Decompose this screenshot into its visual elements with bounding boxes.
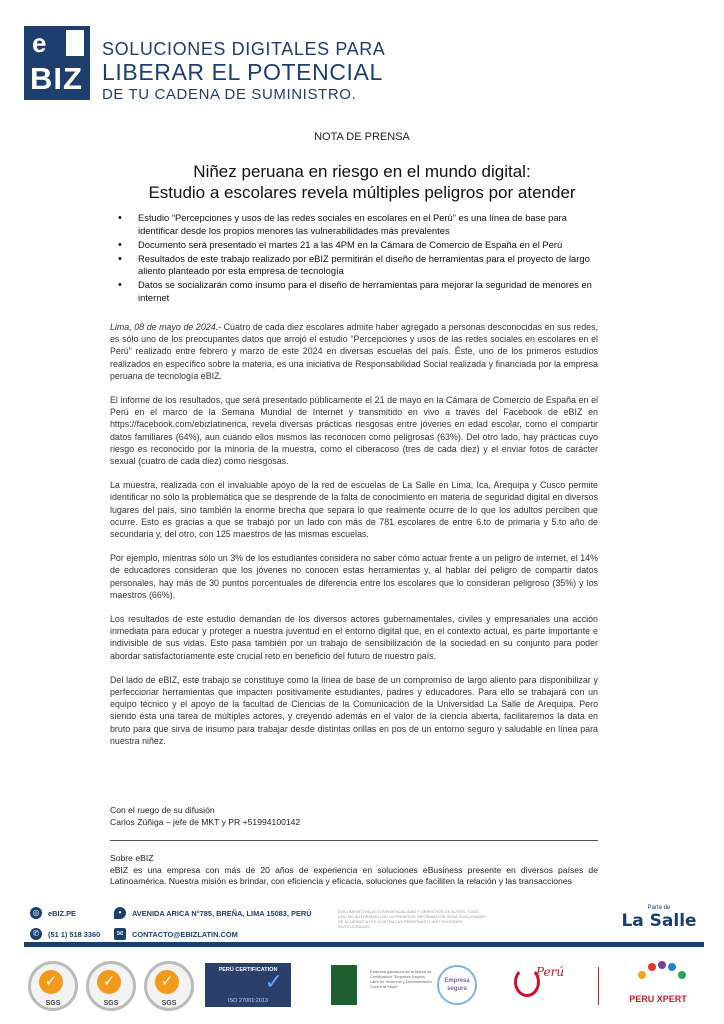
- footer-email[interactable]: ✉ CONTACTO@EBIZLATIN.COM: [114, 928, 238, 940]
- footer: [0, 897, 724, 1024]
- paragraph-5: Los resultados de este estudio demandan de los diversos actores gubernamentales, civiles y empresariales una acción inmediata para educar y proteger a nuestra juventud en el entorno digital que, en el contexto actual, es parte importante e indivisible de sus vidas. Esto pasa también por un trabajo de sensibilización de la sociedad en su conjunto para poder abordar satisfactoriamente este crucial reto en beneficio del futuro de nuestro país.: [110, 614, 598, 661]
- article-body: [110, 321, 598, 759]
- lasalle-logo: Parte de La Salle: [621, 905, 697, 931]
- bullet-item: • Documento será presentado el martes 21 a las 4PM en la Cámara de Comercio de España en el Perú: [110, 239, 606, 252]
- paragraph-2: El informe de los resultados, que será presentado públicamente el 21 de mayo en la Cámara de Comercio de España en el Perú en el marco de la Semana Mundial de Internet y transmitido en vivo a través del Facebook de eBIZ en https://facebook.com/ebizlatinerica, revela diversas prácticas riesgosas entre jóvenes en edad escolar, como el compartir datos familiares (64%), aun cuando ellos mismos las reconocen como peligrosas (63%). Del otro lado, hay prácticas cuyo riesgo es reconocido por la minoría de la muestra, como el ciberacoso (tres de cada diez) y el enviar fotos de carácter sexual (cuatro de cada diez) como riesgosas.: [110, 395, 598, 467]
- mail-icon: ✉: [114, 928, 126, 940]
- peru-certification-badge: PERÚ CERTIFICATION ✓ ISO 27001:2013: [205, 963, 291, 1007]
- sgs-badge: ✓ SGS: [28, 961, 78, 1011]
- tagline-line1: SOLUCIONES DIGITALES PARA: [102, 39, 386, 59]
- check-icon: ✓: [97, 970, 121, 994]
- peru-xpert-logo: PERU XPERT: [618, 961, 698, 981]
- signature-line1: Con el ruego de su difusión: [110, 805, 215, 815]
- check-icon: ✓: [39, 970, 63, 994]
- paragraph-3: La muestra, realizada con el invaluable apoyo de la red de escuelas de La Salle en Lima, Ica, Arequipa y Cusco permite identificar no sólo la problemática que se desprende de la falta de conocimiento en materia de seguridad digital en diversos lugares del país, sino también la enorme brecha que separa lo que realmente ocurre de lo que los adultos perciben que ocurre. Esto es gracias a que se trabajó por un lado con más de 781 escolares de entre 6.to de primaria y 5.to año de secundaria y, del otro, con 125 maestros de las mismas escuelas.: [110, 480, 598, 540]
- paragraph-1: Lima, 08 de mayo de 2024.- Cuatro de cada diez escolares admite haber agregado a personas desconocidas en sus redes, es sólo uno de los preocupantes datos que arrojó el estudio “Percepciones y usos de las redes sociales en escolares en el Perú” realizado entre febrero y marzo de este 2024 en diversas escuelas del país. Éste, uno de los primeros estudios realizados en específico sobre la materia, es una iniciativa de Responsabilidad Social realizada y financiada por la empresa peruana de tecnología eBIZ.: [110, 322, 599, 381]
- summary-bullets: [110, 212, 606, 306]
- signature-line2: Carlos Zúñiga – jefe de MKT y PR +51994100142: [110, 817, 301, 827]
- paragraph-6: Del lado de eBIZ, este trabajo se constituye como la línea de base de un compromiso de largo aliento para disponibilizar y perfeccionar herramientas que impacten positivamente estudiantes, padres y educadores. Para ello se trabajará con un equipo técnico y el apoyo de la facultad de Ciencias de la Comunicación de la Universidad La Salle de Arequipa. Pero siendo ésta una tarea de múltiples actores, y creyendo además en el valor de la ciencia abierta, facilitaremos la data en bruto para que sirva de insumo para trabajar desde distintas orillas en pos de un entorno seguro y saludable en línea para nuestra niñez.: [110, 674, 598, 746]
- dateline: Lima, 08 de mayo de 2024.-: [110, 322, 222, 332]
- phone-icon: ✆: [30, 928, 42, 940]
- about-section: [110, 840, 598, 888]
- about-title: Sobre eBIZ: [110, 853, 154, 863]
- logo-separator: [598, 967, 599, 1005]
- dots-icon: [618, 961, 698, 981]
- sgs-badge: ✓ SGS: [86, 961, 136, 1011]
- marca-peru-logo: Perú: [514, 963, 580, 1003]
- bullet-item: • Estudio “Percepciones y usos de las redes sociales en escolares en el Perú” es una línea de base para identificar desde los propios menores las vulnerabilidades más prevalentes: [110, 212, 606, 237]
- footer-address: • AVENIDA ARICA N°785, BREÑA, LIMA 15083, PERÚ: [114, 907, 312, 919]
- sgs-badge: ✓ SGS: [144, 961, 194, 1011]
- headline-line2: Estudio a escolares revela múltiples peligros por atender: [148, 183, 576, 202]
- globe-icon: ◎: [30, 907, 42, 919]
- empresa-segura-text: Empresa ganadora de la Marca de Certificación "Empresa Segura, Libre de Violencia y Discriminación Contra la Mujer": [370, 969, 432, 989]
- footer-phone[interactable]: ✆ (51 1) 518 3360: [30, 928, 100, 940]
- ebiz-logo: [24, 26, 90, 100]
- logo-mark-bottom: BIZ: [30, 61, 83, 96]
- footer-disclaimer: DOCUMENTO BAJO CONFIDENCIALIDAD Y DERECHOS DE AUTOR. TODO USO NO AUTORIZADO DE LA PRESENTE INFORMACIÓN SERÁ SANCIONADO DE ACUERDO A LEY CONTRA LAS PERSONAS O INSTITUCIONES INVOLUCRADAS.: [338, 909, 486, 929]
- location-pin-icon: •: [114, 907, 126, 919]
- tagline-line3: DE TU CADENA DE SUMINISTRO.: [102, 86, 357, 103]
- footer-web[interactable]: ◎ eBIZ.PE: [30, 907, 76, 919]
- tagline-line2: LIBERAR EL POTENCIAL: [102, 59, 383, 85]
- bullet-item: • Resultados de este trabajo realizado por eBIZ permitirán el diseño de herramientas para el proyecto de largo aliento planteado por esta empresa de tecnología: [110, 253, 606, 278]
- headline-line1: Niñez peruana en riesgo en el mundo digital:: [193, 162, 531, 181]
- footer-divider: [24, 942, 704, 947]
- check-icon: ✓: [155, 970, 179, 994]
- certification-seal: [331, 965, 357, 1005]
- bullet-item: • Datos se socializarán como insumo para el diseño de herramientas para mejorar la seguridad de menores en internet: [110, 279, 606, 304]
- logo-mark-top: e: [32, 28, 47, 58]
- header-tagline: [102, 40, 385, 102]
- empresa-segura-logo: Empresa segura: [437, 965, 477, 1005]
- headline: [0, 161, 724, 203]
- paragraph-4: Por ejemplo, mientras sólo un 3% de los estudiantes considera no saber cómo actuar frente a un peligro de internet, el 14% de educadores consideran que los jóvenes no conocen estas herramientas y, al hablar del peligro de compartir datos personales, hay más de 30 puntos porcentuales de diferencia entre los escolares que lo consideran peligroso (35%) y los maestros (66%).: [110, 553, 598, 600]
- about-text: eBIZ es una empresa con más de 20 años de experiencia en soluciones eBusiness presente en diversos países de Latinoamérica. Nuestra misión es brindar, con eficiencia y eficacia, soluciones que faciliten la relación y las transacciones: [110, 864, 598, 886]
- press-release-label: NOTA DE PRENSA: [314, 131, 410, 143]
- signature: [110, 804, 300, 828]
- check-icon: ✓: [264, 969, 283, 994]
